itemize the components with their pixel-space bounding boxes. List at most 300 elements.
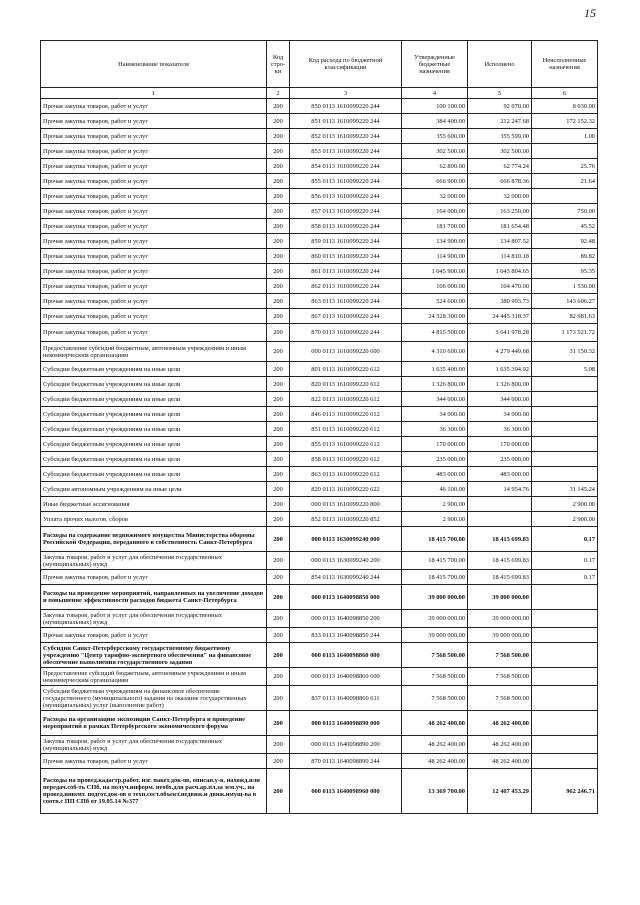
row-name: Прочая закупка товаров, работ и услуг — [41, 309, 267, 324]
budget-execution-table — [40, 40, 598, 814]
row-name: Прочая закупка товаров, работ и услуг — [41, 204, 267, 219]
row-name: Прочая закупка товаров, работ и услуг — [41, 144, 267, 159]
row-unexecuted: 962 246.71 — [532, 769, 598, 814]
row-unexecuted: 1 173 521.72 — [532, 324, 598, 342]
row-code: 200 — [267, 467, 290, 482]
row-budget-class: 870 0113 1640098890 244 — [290, 754, 402, 769]
row-executed: 483 000.00 — [468, 467, 532, 482]
row-code: 200 — [267, 422, 290, 437]
table-row — [41, 219, 598, 234]
row-name: Расходы на содержание недвижимого имущества Министерства обороны Российской Федерации, переданного в собственность Санкт-Петербурга — [41, 527, 267, 552]
table-row — [41, 482, 598, 497]
table-row — [41, 527, 598, 552]
row-code: 200 — [267, 129, 290, 144]
row-name: Закупка товаров, работ и услуг для обеспечения государственных (муниципальных) нужд — [41, 736, 267, 754]
row-name: Закупка товаров, работ и услуг для обеспечения государственных (муниципальных) нужд — [41, 610, 267, 628]
col-number: 6 — [532, 88, 598, 99]
table-row — [41, 437, 598, 452]
row-name: Прочая закупка товаров, работ и услуг — [41, 219, 267, 234]
row-approved: 48 262 400.00 — [402, 711, 468, 736]
row-unexecuted: 95.35 — [532, 264, 598, 279]
row-executed — [468, 497, 532, 512]
row-executed: 48 262 400.00 — [468, 711, 532, 736]
header-code: Код стро-ки — [267, 41, 290, 88]
row-name: Субсидии бюджетным учреждениям на иные цели — [41, 392, 267, 407]
row-approved: 39 000 000.00 — [402, 610, 468, 628]
row-approved: 48 262 400.00 — [402, 736, 468, 754]
row-unexecuted — [532, 144, 598, 159]
row-code: 200 — [267, 342, 290, 362]
row-code: 200 — [267, 736, 290, 754]
row-unexecuted — [532, 407, 598, 422]
row-budget-class: 852 0113 1610099220 852 — [290, 512, 402, 527]
row-unexecuted: 89.82 — [532, 249, 598, 264]
row-name: Субсидии бюджетным учреждениям на иные цели — [41, 407, 267, 422]
row-unexecuted: 143 606.27 — [532, 294, 598, 309]
table-row — [41, 204, 598, 219]
col-number: 5 — [468, 88, 532, 99]
row-executed: 1 635 394.92 — [468, 362, 532, 377]
row-budget-class: 853 0113 1610099220 244 — [290, 144, 402, 159]
table-row — [41, 174, 598, 189]
row-unexecuted — [532, 643, 598, 668]
row-name: Субсидии бюджетным учреждениям на иные цели — [41, 437, 267, 452]
row-code: 200 — [267, 686, 290, 711]
row-executed: 18 415 699.83 — [468, 552, 532, 570]
row-name: Предоставление субсидий бюджетным, автономным учреждениям и иным некоммерческим организациям — [41, 342, 267, 362]
row-budget-class: 833 0113 1640098850 244 — [290, 628, 402, 643]
row-budget-class: 000 0113 1610099220 600 — [290, 342, 402, 362]
row-approved: 344 000.00 — [402, 392, 468, 407]
row-name: Прочая закупка товаров, работ и услуг — [41, 754, 267, 769]
row-code: 200 — [267, 711, 290, 736]
row-executed: 163 250.00 — [468, 204, 532, 219]
row-approved: 181 700.00 — [402, 219, 468, 234]
row-executed: 344 000.00 — [468, 392, 532, 407]
table-row — [41, 264, 598, 279]
row-name: Прочая закупка товаров, работ и услуг — [41, 174, 267, 189]
row-approved: 170 000.00 — [402, 437, 468, 452]
table-row — [41, 643, 598, 668]
table-row — [41, 392, 598, 407]
row-budget-class: 856 0113 1610099220 244 — [290, 189, 402, 204]
row-approved: 1 045 900.00 — [402, 264, 468, 279]
row-name: Субсидии бюджетным учреждениям на иные цели — [41, 377, 267, 392]
row-unexecuted: 0.17 — [532, 570, 598, 585]
row-executed: 39 000 000.00 — [468, 585, 532, 610]
row-budget-class: 862 0113 1610099220 244 — [290, 279, 402, 294]
row-budget-class: 863 0113 1610099220 244 — [290, 294, 402, 309]
row-budget-class: 870 0113 1610099220 244 — [290, 324, 402, 342]
row-executed: 302 500.00 — [468, 144, 532, 159]
row-code: 200 — [267, 264, 290, 279]
row-unexecuted — [532, 467, 598, 482]
row-approved: 13 369 700.00 — [402, 769, 468, 814]
row-approved: 302 500.00 — [402, 144, 468, 159]
row-executed: 104 470.00 — [468, 279, 532, 294]
row-budget-class: 850 0113 1610099220 244 — [290, 99, 402, 114]
row-code: 200 — [267, 249, 290, 264]
row-code: 200 — [267, 189, 290, 204]
row-budget-class: 863 0113 1610099220 612 — [290, 467, 402, 482]
row-approved: 48 262 400.00 — [402, 754, 468, 769]
row-approved: 39 000 000.00 — [402, 628, 468, 643]
row-name: Прочая закупка товаров, работ и услуг — [41, 234, 267, 249]
col-number: 3 — [290, 88, 402, 99]
row-code: 200 — [267, 159, 290, 174]
row-code: 200 — [267, 452, 290, 467]
row-unexecuted: 31 145.24 — [532, 482, 598, 497]
row-budget-class: 837 0113 1640098860 611 — [290, 686, 402, 711]
row-approved: 666 900.00 — [402, 174, 468, 189]
row-budget-class: 822 0113 1610099220 612 — [290, 392, 402, 407]
row-budget-class: 000 0113 1630099240 000 — [290, 527, 402, 552]
row-unexecuted: 2 900.00 — [532, 497, 598, 512]
row-approved: 134 900.00 — [402, 234, 468, 249]
row-code: 200 — [267, 754, 290, 769]
table-row — [41, 552, 598, 570]
row-code: 200 — [267, 668, 290, 686]
row-code: 200 — [267, 309, 290, 324]
row-code: 200 — [267, 294, 290, 309]
table-row — [41, 377, 598, 392]
table-row — [41, 362, 598, 377]
row-unexecuted: 8 030.00 — [532, 99, 598, 114]
row-code: 200 — [267, 407, 290, 422]
row-budget-class: 857 0113 1610099220 244 — [290, 204, 402, 219]
row-budget-class: 851 0113 1610099220 612 — [290, 422, 402, 437]
row-executed: 92 070.00 — [468, 99, 532, 114]
row-approved: 2 900.00 — [402, 512, 468, 527]
row-name: Субсидии бюджетным учреждениям на иные цели — [41, 422, 267, 437]
row-budget-class: 820 0113 1610099220 612 — [290, 377, 402, 392]
row-approved: 7 568 500.00 — [402, 668, 468, 686]
row-unexecuted: 92.48 — [532, 234, 598, 249]
row-approved: 18 415 700.00 — [402, 552, 468, 570]
row-executed: 355 599.00 — [468, 129, 532, 144]
row-approved: 1 326 800.00 — [402, 377, 468, 392]
row-name: Расходы на провед.кадастр.работ, изг. пакет.док-ов, описан.у-в, нахожд.или передач.соб-ть СПб, на получ.информ. необх.для расч.ар.пл.за зем.уч., на провед.инвент. подгот.док-ов о техн.сост.объект.недвиж.и движ.имущ-ва в соотв.с ПП СПб от 19.05.14 №377 — [41, 769, 267, 814]
row-unexecuted: 31 150.32 — [532, 342, 598, 362]
row-code: 200 — [267, 628, 290, 643]
row-budget-class: 855 0113 1610099220 612 — [290, 437, 402, 452]
table-row — [41, 99, 598, 114]
row-executed: 32 000.00 — [468, 189, 532, 204]
row-executed: 36 300.00 — [468, 422, 532, 437]
row-executed — [468, 512, 532, 527]
row-executed: 18 415 699.83 — [468, 570, 532, 585]
table-row — [41, 668, 598, 686]
row-unexecuted — [532, 377, 598, 392]
table-row — [41, 754, 598, 769]
table-row — [41, 234, 598, 249]
table-row — [41, 736, 598, 754]
table-row — [41, 309, 598, 324]
row-name: Прочая закупка товаров, работ и услуг — [41, 264, 267, 279]
row-executed: 181 654.48 — [468, 219, 532, 234]
row-code: 200 — [267, 497, 290, 512]
row-unexecuted — [532, 736, 598, 754]
row-code: 200 — [267, 585, 290, 610]
row-code: 200 — [267, 204, 290, 219]
row-name: Субсидии автономным учреждениям на иные цели — [41, 482, 267, 497]
row-code: 200 — [267, 570, 290, 585]
row-name: Прочая закупка товаров, работ и услуг — [41, 570, 267, 585]
row-executed: 4 279 449.68 — [468, 342, 532, 362]
row-executed: 1 045 804.65 — [468, 264, 532, 279]
row-approved: 18 415 700.00 — [402, 570, 468, 585]
row-executed: 39 000 000.00 — [468, 628, 532, 643]
row-unexecuted — [532, 686, 598, 711]
row-code: 200 — [267, 279, 290, 294]
row-name: Прочая закупка товаров, работ и услуг — [41, 279, 267, 294]
table-row — [41, 422, 598, 437]
table-header-row — [41, 41, 598, 88]
row-approved: 524 600.00 — [402, 294, 468, 309]
row-approved: 46 100.00 — [402, 482, 468, 497]
table-row — [41, 407, 598, 422]
row-name: Прочая закупка товаров, работ и услуг — [41, 294, 267, 309]
table-row — [41, 294, 598, 309]
row-executed: 380 993.73 — [468, 294, 532, 309]
row-executed: 48 262 400.00 — [468, 754, 532, 769]
row-name: Субсидии бюджетным учреждениям на иные цели — [41, 452, 267, 467]
header-unexecuted: Неисполненные назначения — [532, 41, 598, 88]
row-executed: 170 000.00 — [468, 437, 532, 452]
table-row — [41, 686, 598, 711]
row-budget-class: 000 0113 1610099220 800 — [290, 497, 402, 512]
row-budget-class: 820 0113 1610099220 622 — [290, 482, 402, 497]
row-code: 200 — [267, 174, 290, 189]
row-budget-class: 854 0113 1610099220 244 — [290, 159, 402, 174]
table-row — [41, 279, 598, 294]
row-name: Прочая закупка товаров, работ и услуг — [41, 114, 267, 129]
row-unexecuted: 172 152.32 — [532, 114, 598, 129]
col-number: 2 — [267, 88, 290, 99]
row-unexecuted — [532, 610, 598, 628]
row-code: 200 — [267, 114, 290, 129]
row-executed: 114 810.18 — [468, 249, 532, 264]
row-unexecuted — [532, 711, 598, 736]
row-approved: 114 900.00 — [402, 249, 468, 264]
row-executed: 1 326 800.00 — [468, 377, 532, 392]
row-executed: 12 407 453.29 — [468, 769, 532, 814]
row-approved: 39 000 000.00 — [402, 585, 468, 610]
row-unexecuted: 1 530.00 — [532, 279, 598, 294]
table-row — [41, 129, 598, 144]
row-code: 200 — [267, 482, 290, 497]
row-unexecuted: 750.00 — [532, 204, 598, 219]
row-approved: 100 100.00 — [402, 99, 468, 114]
row-budget-class: 854 0113 1630099240 244 — [290, 570, 402, 585]
row-code: 200 — [267, 512, 290, 527]
table-row — [41, 467, 598, 482]
header-class: Код расхода по бюджетной классификации — [290, 41, 402, 88]
row-unexecuted — [532, 585, 598, 610]
table-row — [41, 189, 598, 204]
table-row — [41, 497, 598, 512]
row-approved: 355 600.00 — [402, 129, 468, 144]
row-approved: 483 000.00 — [402, 467, 468, 482]
row-name: Субсидии Санкт-Петербургскому государственному бюджетному учреждению "Центр тарифно-экспертного обеспечения" на финансовое обеспечение выполнения государственного задания — [41, 643, 267, 668]
row-code: 200 — [267, 437, 290, 452]
row-budget-class: 851 0113 1610099220 244 — [290, 114, 402, 129]
row-unexecuted: 5.08 — [532, 362, 598, 377]
table-row — [41, 512, 598, 527]
row-unexecuted: 2 900.00 — [532, 512, 598, 527]
row-name: Прочая закупка товаров, работ и услуг — [41, 99, 267, 114]
row-executed: 34 000.00 — [468, 407, 532, 422]
row-name: Субсидии бюджетным учреждениям на иные цели — [41, 467, 267, 482]
row-budget-class: 855 0113 1610099220 244 — [290, 174, 402, 189]
row-code: 200 — [267, 219, 290, 234]
row-name: Прочая закупка товаров, работ и услуг — [41, 189, 267, 204]
row-unexecuted — [532, 452, 598, 467]
row-name: Иные бюджетные ассигнования — [41, 497, 267, 512]
row-unexecuted — [532, 392, 598, 407]
row-approved: 62 800.00 — [402, 159, 468, 174]
table-row — [41, 628, 598, 643]
table-row — [41, 585, 598, 610]
row-executed: 62 774.24 — [468, 159, 532, 174]
table-row — [41, 570, 598, 585]
row-name: Прочая закупка товаров, работ и услуг — [41, 628, 267, 643]
row-name: Расходы на организацию экспозиции Санкт-Петербурга и проведение мероприятий в рамках Петербургского экономического форума — [41, 711, 267, 736]
row-name: Расходы на проведение мероприятий, направленных на увеличение доходов и повышение эффективности расходов бюджета Санкт-Петербурга — [41, 585, 267, 610]
table-row — [41, 324, 598, 342]
row-budget-class: 000 0113 1630099240 200 — [290, 552, 402, 570]
row-name: Закупка товаров, работ и услуг для обеспечения государственных (муниципальных) нужд — [41, 552, 267, 570]
row-code: 200 — [267, 392, 290, 407]
row-budget-class: 861 0113 1610099220 244 — [290, 264, 402, 279]
row-unexecuted — [532, 422, 598, 437]
row-approved: 32 000.00 — [402, 189, 468, 204]
row-budget-class: 859 0113 1610099220 244 — [290, 234, 402, 249]
row-code: 200 — [267, 234, 290, 249]
table-row — [41, 159, 598, 174]
row-code: 200 — [267, 324, 290, 342]
row-approved: 1 635 400.00 — [402, 362, 468, 377]
row-budget-class: 858 0113 1610099220 244 — [290, 219, 402, 234]
header-name: Наименование показателя — [41, 41, 267, 88]
row-budget-class: 846 0113 1610099220 612 — [290, 407, 402, 422]
table-row — [41, 711, 598, 736]
row-executed: 7 568 500.00 — [468, 643, 532, 668]
col-number: 4 — [402, 88, 468, 99]
row-executed: 134 807.52 — [468, 234, 532, 249]
page-number: 15 — [584, 6, 596, 20]
row-budget-class: 801 0113 1610099220 612 — [290, 362, 402, 377]
row-code: 200 — [267, 99, 290, 114]
row-name: Прочая закупка товаров, работ и услуг — [41, 249, 267, 264]
row-code: 200 — [267, 377, 290, 392]
row-approved: 7 568 500.00 — [402, 643, 468, 668]
row-unexecuted: 0.17 — [532, 527, 598, 552]
row-budget-class: 000 0113 1640098960 000 — [290, 769, 402, 814]
row-approved: 106 000.00 — [402, 279, 468, 294]
row-budget-class: 867 0113 1610099220 244 — [290, 309, 402, 324]
row-budget-class: 000 0113 1640098850 200 — [290, 610, 402, 628]
row-unexecuted: 1.00 — [532, 129, 598, 144]
row-approved: 2 900.00 — [402, 497, 468, 512]
row-executed: 235 000.00 — [468, 452, 532, 467]
header-approved: Утвержденные бюджетные назначения — [402, 41, 468, 88]
row-approved: 235 000.00 — [402, 452, 468, 467]
row-executed: 18 415 699.83 — [468, 527, 532, 552]
column-number-row — [41, 88, 598, 99]
row-name: Субсидии бюджетным учреждениям на финансовое обеспечение государственного (муниципального) задания на оказание государственных (муниципальных) услуг (выполнение работ) — [41, 686, 267, 711]
table-row — [41, 144, 598, 159]
row-unexecuted: 25.76 — [532, 159, 598, 174]
row-unexecuted — [532, 189, 598, 204]
row-code: 200 — [267, 610, 290, 628]
table-row — [41, 452, 598, 467]
row-executed: 3 641 978.28 — [468, 324, 532, 342]
row-budget-class: 852 0113 1610099220 244 — [290, 129, 402, 144]
row-name: Предоставление субсидий бюджетным, автономным учреждениям и иным некоммерческим организациям — [41, 668, 267, 686]
row-executed: 39 000 000.00 — [468, 610, 532, 628]
row-executed: 7 568 500.00 — [468, 686, 532, 711]
row-code: 200 — [267, 144, 290, 159]
row-approved: 4 310 600.00 — [402, 342, 468, 362]
col-number: 1 — [41, 88, 267, 99]
row-budget-class: 000 0113 1640098850 000 — [290, 585, 402, 610]
row-code: 200 — [267, 552, 290, 570]
table-row — [41, 249, 598, 264]
row-name: Прочая закупка товаров, работ и услуг — [41, 159, 267, 174]
row-unexecuted — [532, 754, 598, 769]
row-approved: 384 400.00 — [402, 114, 468, 129]
row-unexecuted — [532, 668, 598, 686]
row-approved: 36 300.00 — [402, 422, 468, 437]
row-budget-class: 860 0113 1610099220 244 — [290, 249, 402, 264]
row-approved: 164 000.00 — [402, 204, 468, 219]
row-approved: 4 815 500.00 — [402, 324, 468, 342]
row-name: Прочая закупка товаров, работ и услуг — [41, 129, 267, 144]
row-unexecuted: 45.52 — [532, 219, 598, 234]
row-unexecuted — [532, 628, 598, 643]
table-row — [41, 342, 598, 362]
row-code: 200 — [267, 527, 290, 552]
row-approved: 18 415 700.00 — [402, 527, 468, 552]
row-approved: 24 528 300.00 — [402, 309, 468, 324]
header-executed: Исполнено — [468, 41, 532, 88]
row-executed: 14 954.76 — [468, 482, 532, 497]
row-approved: 7 568 500.00 — [402, 686, 468, 711]
row-budget-class: 000 0113 1640098860 000 — [290, 643, 402, 668]
row-executed: 24 445 318.37 — [468, 309, 532, 324]
row-budget-class: 858 0113 1610099220 612 — [290, 452, 402, 467]
row-unexecuted: 21.64 — [532, 174, 598, 189]
row-executed: 7 568 500.00 — [468, 668, 532, 686]
table-row — [41, 114, 598, 129]
table-row — [41, 769, 598, 814]
row-name: Прочая закупка товаров, работ и услуг — [41, 324, 267, 342]
table-row — [41, 610, 598, 628]
row-approved: 34 000.00 — [402, 407, 468, 422]
row-budget-class: 000 0113 1640098890 000 — [290, 711, 402, 736]
row-code: 200 — [267, 643, 290, 668]
row-executed: 212 247.68 — [468, 114, 532, 129]
row-name: Уплата прочих налогов, сборов — [41, 512, 267, 527]
row-unexecuted: 0.17 — [532, 552, 598, 570]
row-unexecuted — [532, 437, 598, 452]
row-budget-class: 000 0113 1640098890 200 — [290, 736, 402, 754]
row-code: 200 — [267, 362, 290, 377]
row-budget-class: 000 0113 1640098860 600 — [290, 668, 402, 686]
row-executed: 48 262 400.00 — [468, 736, 532, 754]
row-unexecuted: 82 981.63 — [532, 309, 598, 324]
